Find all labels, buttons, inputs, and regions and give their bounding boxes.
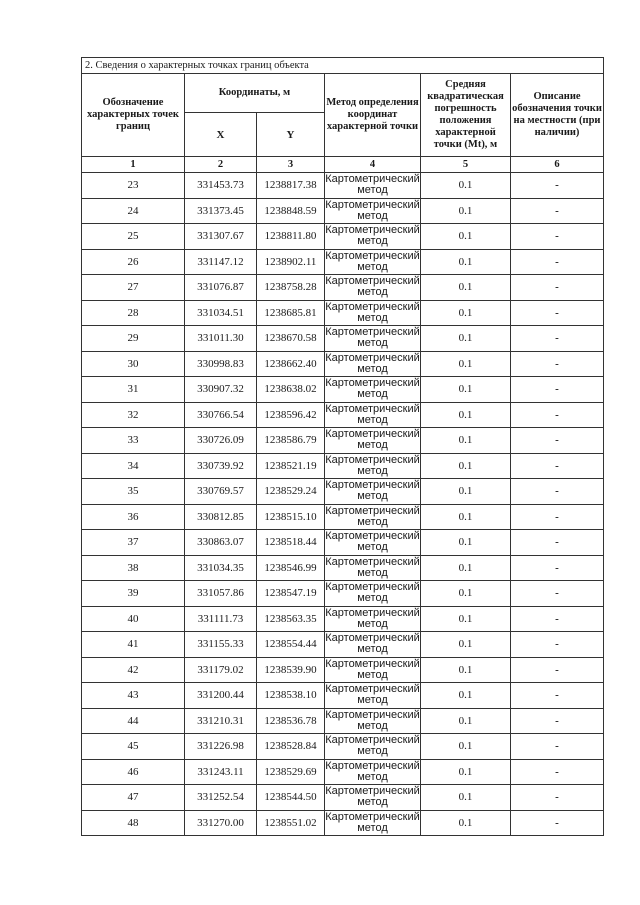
- accuracy-cell: 0.1: [421, 173, 511, 199]
- point-number-cell: 33: [82, 428, 185, 454]
- y-coordinate-cell: 1238547.19: [257, 581, 325, 607]
- description-cell: -: [511, 530, 604, 556]
- method-cell: Картометрический метод: [325, 657, 420, 681]
- point-number-cell: 47: [82, 785, 185, 811]
- accuracy-cell: 0.1: [421, 402, 511, 428]
- x-coordinate-cell: 330812.85: [185, 504, 257, 530]
- x-coordinate-cell: 331057.86: [185, 581, 257, 607]
- description-cell: -: [511, 504, 604, 530]
- point-number-cell: 45: [82, 734, 185, 760]
- point-number-cell: 35: [82, 479, 185, 505]
- x-coordinate-cell: 331226.98: [185, 734, 257, 760]
- accuracy-cell: 0.1: [421, 275, 511, 301]
- boundary-points-table: [81, 57, 604, 836]
- method-cell: Картометрический метод: [325, 530, 420, 554]
- table-row: [82, 479, 604, 505]
- description-cell: -: [511, 632, 604, 658]
- header-point: Обозначение характерных точек границ: [82, 74, 185, 157]
- point-number-cell: 32: [82, 402, 185, 428]
- table-row: [82, 198, 604, 224]
- accuracy-cell: 0.1: [421, 683, 511, 709]
- method-cell: Картометрический метод: [325, 300, 420, 324]
- accuracy-cell: 0.1: [421, 632, 511, 658]
- y-coordinate-cell: 1238902.11: [257, 249, 325, 275]
- method-cell: Картометрический метод: [325, 428, 420, 452]
- table-row: [82, 530, 604, 556]
- description-cell: -: [511, 759, 604, 785]
- table-row: [82, 428, 604, 454]
- y-coordinate-cell: 1238515.10: [257, 504, 325, 530]
- description-cell: -: [511, 708, 604, 734]
- point-number-cell: 43: [82, 683, 185, 709]
- table-row: [82, 249, 604, 275]
- x-coordinate-cell: 331252.54: [185, 785, 257, 811]
- method-cell: Картометрический метод: [325, 479, 420, 503]
- accuracy-cell: 0.1: [421, 224, 511, 250]
- method-cell: Картометрический метод: [325, 581, 420, 605]
- table-row: [82, 453, 604, 479]
- description-cell: -: [511, 657, 604, 683]
- method-cell: Картометрический метод: [325, 555, 420, 579]
- table-row: [82, 632, 604, 658]
- method-cell: Картометрический метод: [325, 224, 420, 248]
- accuracy-cell: 0.1: [421, 479, 511, 505]
- point-number-cell: 41: [82, 632, 185, 658]
- y-coordinate-cell: 1238586.79: [257, 428, 325, 454]
- column-number: 4: [325, 157, 421, 173]
- method-cell: Картометрический метод: [325, 504, 420, 528]
- method-cell: Картометрический метод: [325, 759, 420, 783]
- column-number: 1: [82, 157, 185, 173]
- table-row: [82, 275, 604, 301]
- description-cell: -: [511, 275, 604, 301]
- table-row: [82, 606, 604, 632]
- description-cell: -: [511, 402, 604, 428]
- point-number-cell: 38: [82, 555, 185, 581]
- table-row: [82, 504, 604, 530]
- table-row: [82, 224, 604, 250]
- x-coordinate-cell: 330726.09: [185, 428, 257, 454]
- method-cell: Картометрический метод: [325, 785, 420, 809]
- y-coordinate-cell: 1238538.10: [257, 683, 325, 709]
- y-coordinate-cell: 1238521.19: [257, 453, 325, 479]
- description-cell: -: [511, 428, 604, 454]
- table-row: [82, 657, 604, 683]
- x-coordinate-cell: 331179.02: [185, 657, 257, 683]
- accuracy-cell: 0.1: [421, 555, 511, 581]
- method-cell: Картометрический метод: [325, 632, 420, 656]
- header-method: Метод определения координат характерной точки: [325, 74, 421, 157]
- description-cell: -: [511, 377, 604, 403]
- header-accuracy: Средняя квадратическая погрешность положения характерной точки (Mt), м: [421, 74, 511, 157]
- x-coordinate-cell: 331155.33: [185, 632, 257, 658]
- table-row: [82, 402, 604, 428]
- y-coordinate-cell: 1238670.58: [257, 326, 325, 352]
- accuracy-cell: 0.1: [421, 377, 511, 403]
- point-number-cell: 40: [82, 606, 185, 632]
- table-row: [82, 708, 604, 734]
- table-row: [82, 555, 604, 581]
- point-number-cell: 24: [82, 198, 185, 224]
- accuracy-cell: 0.1: [421, 606, 511, 632]
- description-cell: -: [511, 453, 604, 479]
- description-cell: -: [511, 734, 604, 760]
- y-coordinate-cell: 1238848.59: [257, 198, 325, 224]
- accuracy-cell: 0.1: [421, 249, 511, 275]
- y-coordinate-cell: 1238529.69: [257, 759, 325, 785]
- x-coordinate-cell: 331111.73: [185, 606, 257, 632]
- y-coordinate-cell: 1238551.02: [257, 810, 325, 836]
- method-cell: Картометрический метод: [325, 198, 420, 222]
- description-cell: -: [511, 479, 604, 505]
- accuracy-cell: 0.1: [421, 759, 511, 785]
- y-coordinate-cell: 1238546.99: [257, 555, 325, 581]
- y-coordinate-cell: 1238811.80: [257, 224, 325, 250]
- x-coordinate-cell: 331034.35: [185, 555, 257, 581]
- table-body: [82, 173, 604, 836]
- method-cell: Картометрический метод: [325, 377, 420, 401]
- table-row: [82, 785, 604, 811]
- point-number-cell: 44: [82, 708, 185, 734]
- table-row: [82, 810, 604, 836]
- y-coordinate-cell: 1238536.78: [257, 708, 325, 734]
- y-coordinate-cell: 1238539.90: [257, 657, 325, 683]
- method-cell: Картометрический метод: [325, 275, 420, 299]
- accuracy-cell: 0.1: [421, 530, 511, 556]
- section-title: 2. Сведения о характерных точках границ объекта: [82, 58, 604, 74]
- point-number-cell: 39: [82, 581, 185, 607]
- method-cell: Картометрический метод: [325, 683, 420, 707]
- point-number-cell: 48: [82, 810, 185, 836]
- table-row: [82, 377, 604, 403]
- x-coordinate-cell: 331200.44: [185, 683, 257, 709]
- description-cell: -: [511, 555, 604, 581]
- y-coordinate-cell: 1238817.38: [257, 173, 325, 199]
- table-row: [82, 326, 604, 352]
- x-coordinate-cell: 330863.07: [185, 530, 257, 556]
- accuracy-cell: 0.1: [421, 581, 511, 607]
- method-cell: Картометрический метод: [325, 708, 420, 732]
- point-number-cell: 37: [82, 530, 185, 556]
- point-number-cell: 28: [82, 300, 185, 326]
- method-cell: Картометрический метод: [325, 453, 420, 477]
- column-number: 5: [421, 157, 511, 173]
- accuracy-cell: 0.1: [421, 300, 511, 326]
- x-coordinate-cell: 331147.12: [185, 249, 257, 275]
- point-number-cell: 26: [82, 249, 185, 275]
- x-coordinate-cell: 330766.54: [185, 402, 257, 428]
- description-cell: -: [511, 581, 604, 607]
- x-coordinate-cell: 330739.92: [185, 453, 257, 479]
- column-number-row: [82, 157, 604, 173]
- accuracy-cell: 0.1: [421, 657, 511, 683]
- point-number-cell: 25: [82, 224, 185, 250]
- header-x: X: [185, 113, 257, 157]
- description-cell: -: [511, 300, 604, 326]
- accuracy-cell: 0.1: [421, 504, 511, 530]
- header-y: Y: [257, 113, 325, 157]
- column-number: 3: [257, 157, 325, 173]
- x-coordinate-cell: 331307.67: [185, 224, 257, 250]
- x-coordinate-cell: 331270.00: [185, 810, 257, 836]
- method-cell: Картометрический метод: [325, 810, 420, 834]
- accuracy-cell: 0.1: [421, 453, 511, 479]
- method-cell: Картометрический метод: [325, 402, 420, 426]
- description-cell: -: [511, 198, 604, 224]
- description-cell: -: [511, 606, 604, 632]
- x-coordinate-cell: 330907.32: [185, 377, 257, 403]
- accuracy-cell: 0.1: [421, 326, 511, 352]
- method-cell: Картометрический метод: [325, 606, 420, 630]
- accuracy-cell: 0.1: [421, 198, 511, 224]
- x-coordinate-cell: 330998.83: [185, 351, 257, 377]
- boundary-points-sheet: [81, 57, 603, 836]
- table-row: [82, 173, 604, 199]
- column-number: 2: [185, 157, 257, 173]
- point-number-cell: 30: [82, 351, 185, 377]
- method-cell: Картометрический метод: [325, 249, 420, 273]
- accuracy-cell: 0.1: [421, 734, 511, 760]
- point-number-cell: 46: [82, 759, 185, 785]
- section-title-row: [82, 58, 604, 74]
- description-cell: -: [511, 326, 604, 352]
- accuracy-cell: 0.1: [421, 810, 511, 836]
- y-coordinate-cell: 1238554.44: [257, 632, 325, 658]
- header-coordinates: Координаты, м: [185, 74, 325, 113]
- x-coordinate-cell: 331034.51: [185, 300, 257, 326]
- point-number-cell: 23: [82, 173, 185, 199]
- description-cell: -: [511, 810, 604, 836]
- description-cell: -: [511, 173, 604, 199]
- table-row: [82, 683, 604, 709]
- y-coordinate-cell: 1238544.50: [257, 785, 325, 811]
- y-coordinate-cell: 1238529.24: [257, 479, 325, 505]
- y-coordinate-cell: 1238528.84: [257, 734, 325, 760]
- y-coordinate-cell: 1238758.28: [257, 275, 325, 301]
- x-coordinate-cell: 330769.57: [185, 479, 257, 505]
- table-row: [82, 581, 604, 607]
- description-cell: -: [511, 249, 604, 275]
- accuracy-cell: 0.1: [421, 351, 511, 377]
- y-coordinate-cell: 1238638.02: [257, 377, 325, 403]
- table-row: [82, 759, 604, 785]
- y-coordinate-cell: 1238596.42: [257, 402, 325, 428]
- point-number-cell: 34: [82, 453, 185, 479]
- table-row: [82, 734, 604, 760]
- description-cell: -: [511, 351, 604, 377]
- method-cell: Картометрический метод: [325, 173, 420, 197]
- point-number-cell: 42: [82, 657, 185, 683]
- point-number-cell: 36: [82, 504, 185, 530]
- table-row: [82, 300, 604, 326]
- table-row: [82, 351, 604, 377]
- accuracy-cell: 0.1: [421, 428, 511, 454]
- accuracy-cell: 0.1: [421, 785, 511, 811]
- x-coordinate-cell: 331011.30: [185, 326, 257, 352]
- y-coordinate-cell: 1238662.40: [257, 351, 325, 377]
- x-coordinate-cell: 331243.11: [185, 759, 257, 785]
- y-coordinate-cell: 1238685.81: [257, 300, 325, 326]
- y-coordinate-cell: 1238563.35: [257, 606, 325, 632]
- x-coordinate-cell: 331453.73: [185, 173, 257, 199]
- method-cell: Картометрический метод: [325, 734, 420, 758]
- header-description: Описание обозначения точки на местности (при наличии): [511, 74, 604, 157]
- point-number-cell: 27: [82, 275, 185, 301]
- x-coordinate-cell: 331373.45: [185, 198, 257, 224]
- description-cell: -: [511, 224, 604, 250]
- method-cell: Картометрический метод: [325, 351, 420, 375]
- x-coordinate-cell: 331210.31: [185, 708, 257, 734]
- x-coordinate-cell: 331076.87: [185, 275, 257, 301]
- point-number-cell: 29: [82, 326, 185, 352]
- accuracy-cell: 0.1: [421, 708, 511, 734]
- y-coordinate-cell: 1238518.44: [257, 530, 325, 556]
- description-cell: -: [511, 785, 604, 811]
- point-number-cell: 31: [82, 377, 185, 403]
- method-cell: Картометрический метод: [325, 326, 420, 350]
- description-cell: -: [511, 683, 604, 709]
- column-number: 6: [511, 157, 604, 173]
